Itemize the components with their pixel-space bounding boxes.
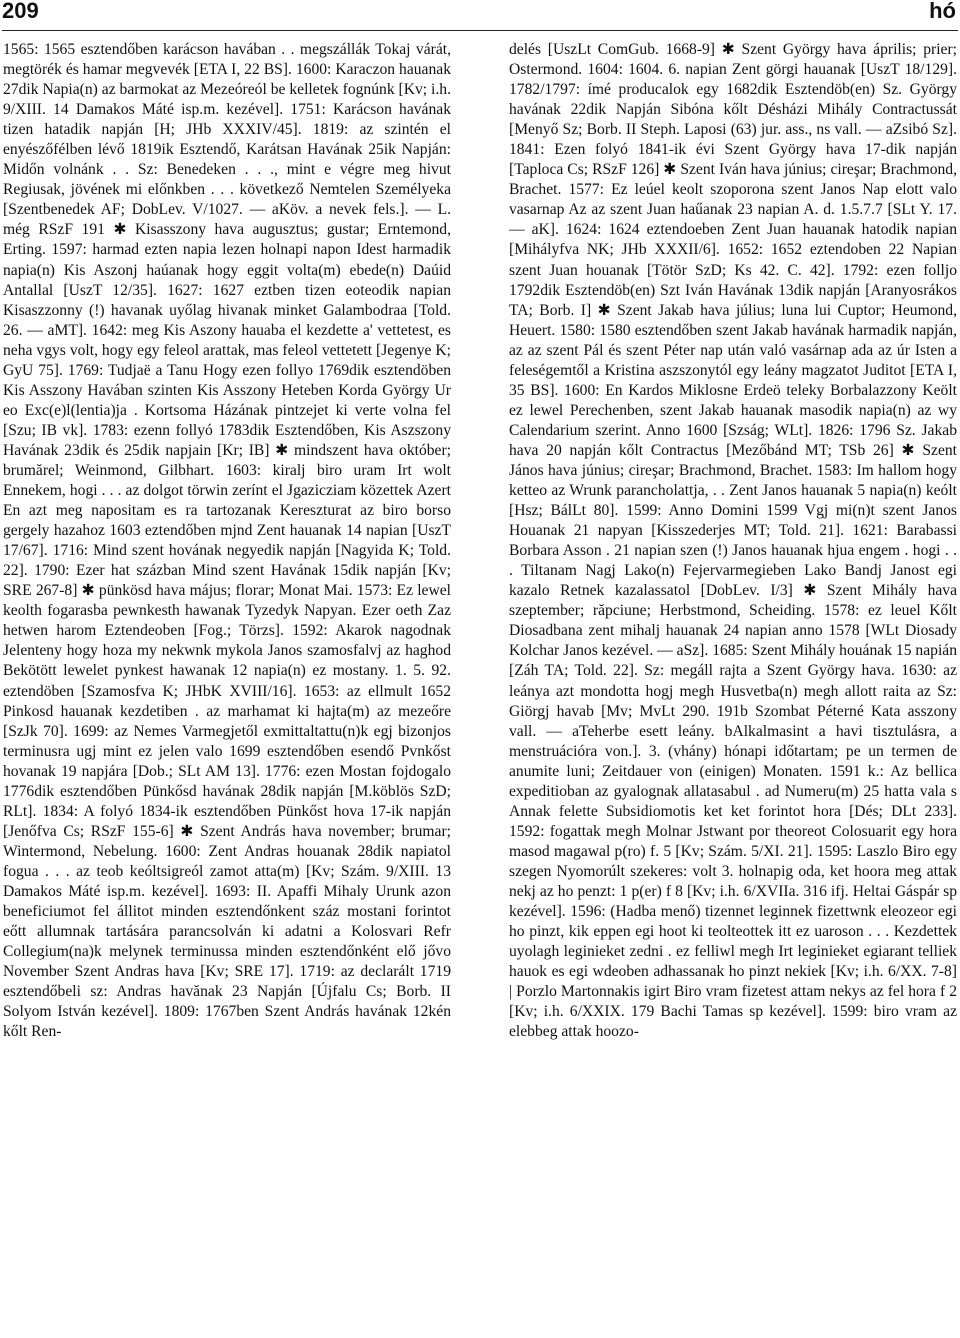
running-head: hó <box>929 0 956 23</box>
header-rule <box>2 30 958 31</box>
right-column-text: delés [UszLt ComGub. 1668-9] ✱ Szent György hava április; prier; Ostermond. 1604: 1604. 6. napian Zent görgi hauanak [UszT 18/129]. 1782/1797: ímé producalok egy 1682dik Esztendöb(en) Sz. György havának 22dik Napján Sibóna kőlt Désházi Mihály Contractussát [Menyő Sz; Borb. II Steph. Laposi (63) jur. ass., ns vall. — aZsibó Sz]. 1841: Ezen folyó 1841-ik évi Szent György hava 17-dik napján [Taploca Cs; RSzF 126] ✱ Szent Iván hava június; cireşar; Brachmond, Brachet. 1577: Ez leúel keolt szoporona szent Janos Nap elott valo vasarnap Az az szent Juan haűanak 23 napian A. d. 1.5.7.7 [SLt Y. 17. — aK]. 1624: 1624 eztendoeben Zent Juan hauanak hatodik napian [Mihályfva NK; JHb XXXII/6]. 1652: 1652 eztendoben 22 Napian szent Juan houanak [Tötör SzD; Ks 42. C. 42]. 1792: ezen folljo 1792dik Esztendöb(en) Szt Iván Havának 13dik napján [Aranyosrákos TA; Borb. I] ✱ Szent Jakab hava július; luna lui Cuptor; Heumond, Heuert. 1580: 1580 esztendőben szent Jakab havának harmadik napján, az az szent Pál és szent Péter nap után való vasárnap ada az úr Isten a feleségemtől a Kristina aszszonytól egy leány magzatot Juditot [ETA I, 35 BS]. 1600: En Kardos Miklosne Erdeö teleky Borbalazzony Keölt ez lewel Perechenben, szent Jakab hauanak masodik napia(n) az wy Calendarium szerint. Anno 1600 [Szság; WLt]. 1826: 1796 Sz. Jakab hava 20 napján kőlt Contractus [Mezőbánd MT; TSb 26] ✱ Szent János hava június; cireşar; Brachmond, Brachet. 1583: Im hallom hogy ketteo az Wrunk parancholattja, . . Zent Janos hauanak 5 napia(n) keólt [Hsz; BálLt 80]. 1599: Anno Domini 1599 Vgj mi(n)t szent Janos Houanak 21 napyan [Kisszederjes MT; Told. 21]. 1621: Barabassi Borbara Asson . 21 napian szen (!) Janos hauanak hjua engem . hogi . . . Tiltanam Nagj Lako(n) Fejervarmegieben Lako Bandj Janost egi kazalo Retnek kazalassatol [DobLev. I/3] ✱ Szent Mihály hava szeptember; răpciune; Herbstmond, Scheiding. 1578: ez leuel Kőlt Diosadbana zent mihalj hauanak 24 napian anno 1578 [WLt Diosady Kolchar Janos kezével. — aSz]. 1685: Szent Mihály houának 15 napián [Záh TA; Told. 22]. Sz: megáll rajta a Szent György hava. 1630: az leánya azt mondotta hogj megh Husvetba(n) megh allott raita az Sz: Giörgj havab [Mv; MvLt 290. 191b Szombat Péterné Kata asszony vall. — aTeherbe esett leány. bAlkalmasint a havi tisztulásra, a menstruációra von.]. 3. (vhány) hónapi időtartam; pe un termen de anumite luni; Zeitdauer von (einigen) Monaten. 1591 k.: Az bellica expeditioban az gyalognak allatasabul . ad Numeru(m) 25 hatta vala s Annak felette Subsidiomotis ket ket forintot hora [Dés; DLt 233]. 1592: fogattak megh Molnar Jstwant por theoreot Colosuarit egy hora masod magawal p(ro) f. 5 [Kv; Szám. 5/XI. 21]. 1595: Laszlo Biro egy szegen Nyomorúlt szekeres: volt 3. holnapig oda, ket hoora meg attak nekj az ho penzt: 1 p(er) f 8 [Kv; i.h. 6/XVIIa. 316 ifj. Heltai Gáspár sp kezével]. 1596: (Hadba menő) tizennet leginnek fizettwnk eleozeor egi ho pinzt, kik eppen egi hoot ki teolteottek itt ez uaroson . . . Kezdettek uyolagh leginieket zedni . ez felliwl megh Irt leginieket egiarant telliek hauok es egi wdeoben adhassanak ho pinzt nekiek [Kv; i.h. 6/XX. 7-8] | Porzlo Martonnakis igirt Biro vram fizetest attam nekys az fel hora f 2 [Kv; i.h. 6/XXIX. 179 Bachi Tamas sp kezével]. 1599: biro vram az elebbeg attak hoozo- <box>509 41 957 1041</box>
page-number: 209 <box>2 0 39 23</box>
left-column-text: 1565: 1565 esztendőben karácson havában . . megszállák Tokaj várát, megtörék és hamar megvevék [ETA I, 22 BS]. 1600: Karaczon hauanak 27dik Napia(n) az barmokat az Mezeóreól be kelletek fognúnk [Kv; i.h. 9/XIII. 14 Damakos Máté isp.m. kezével]. 1751: Karácson havának tizen hatadik napján [H; JHb XXXIV/45]. 1819: az szintén el enyészőfélben lévő 1819ik Esztendő, Karátsan Havának 25ik Napján: Midőn volnánk . . Sz: Benedeken . . ., mint e végre meg hivut Regiusak, jövének mi előnkben . . . következő Nemtelen Személyeka [Szentbenedek AF; DobLev. V/1027. — aKöv. a nevek fels.]. — L. még RSzF 191 ✱ Kisasszony hava augusztus; gustar; Erntemond, Erting. 1597: harmad ezten napia lezen holnapi napon Idest harmadik napia(n) Kis Aszonj haúanak hogy eggit volta(m) ebede(n) Daúid Antallal [UszT 12/35]. 1627: 1627 eztben tizen eoteodik napian Kisaszzonny (!) havanak uyőlag hivanak minket Galambodraa [Told. 26. — aMT]. 1642: meg Kis Aszony hauaba el kezdette a' vettetest, es neha vgys volt, hogy egy feleol arattak, mas feleol vettetett [Jegenye K; GyU 75]. 1769: Tudjaë a Tanu Hogy ezen follyo 1769dik esztendöben Kis Asszony Havában szinten Kis Asszony Heteben Korda György Ur eo Exc(e)l(lentia)ja . Kortsoma Házának pintzejet ki verte volna fel [Szu; IB vk]. 1783: ezenn follyó 1783dik Esztendőben, Kis Aszszony Havának 23dik és 25dik napjain [Kr; IB] ✱ mindszent hava október; brumărel; Weinmond, Gilbhart. 1603: kiralj biro uram Irt wolt Ennekem, hogi . . . az dolgot törwin zerínt el Jgazicziam közettek Azert En azt meg napositam es ra tartozanak Kereszturat az biro borso gergely hazahoz 1603 eztendőben mjnd Zent hauanak 14 napian [UszT 17/67]. 1716: Mind szent hovának negyedik napján [Nagyida K; Told. 22]. 1790: Ezer hat százban Mind szent Havának 15dik napján [Kv; SRE 267-8] ✱ pünkösd hava május; florar; Monat Mai. 1573: Ez lewel keolth fogarasba pewnkesth hawanak Tyzedyk Napyan. Ezer oeth Zaz hetwen harom Eztendeoben [Fog.; Törzs]. 1592: Akarok nagodnak Jelenteny hogy hoza my nekwnk mykola Janos szamosfalvj az haghod Bekötött lewelet pynkest hawanak 12 napia(n) ez mostany. 1. 5. 92. eztendöben [Szamosfva K; JHbK XVIII/16]. 1653: az ellmult 1652 Pinkosd hauanak kezdetiben . az marhamat ki hajta(m) az mezeőre [SzJk 70]. 1699: az Nemes Varmegjetől exmittaltattu(n)k egj bizonjos terminusra ugj mint ez jelen valo 1699 esztendőben esendő Pvnkőst hovanak 19 napjára [Dob.; SLt AM 13]. 1776: ezen Mostan fojdogalo 1776dik esztendőben Pünkősd havának 28dik napján [M.köblös SzD; RLt]. 1834: A folyó 1834-ik esztendőben Pünkőst hova 17-ik napján [Jenőfva Cs; RSzF 155-6] ✱ Szent András hava november; brumar; Wintermond, Nebelung. 1600: Zent Andras houanak 28dik napiatol fogua . . . az teob keóltsigreól zamot atta(m) [Kv; Szám. 9/XIII. 13 Damakos Máté isp.m. kezével]. 1693: II. Apaffi Mihaly Urunk azon beneficiumot fel állitot minden esztendőnkent száz mostani forintot eőtt allumnak tartására parancsolván ki adatni a Kolosvari Refr Collegium(na)k melynek terminussa minden esztendőnként elő jővo November Szent Andras hava [Kv; SRE 17]. 1719: az declarált 1719 esztendőbeli sz: Andras havănak 23 Napján [Újfalu Cs; Borb. II Solyom István kezével]. 1809: 1767ben Szent András havának 12kén kőlt Ren- <box>3 41 451 1041</box>
right-column <box>509 40 957 1334</box>
left-column <box>3 40 451 1334</box>
page-header <box>0 0 960 30</box>
